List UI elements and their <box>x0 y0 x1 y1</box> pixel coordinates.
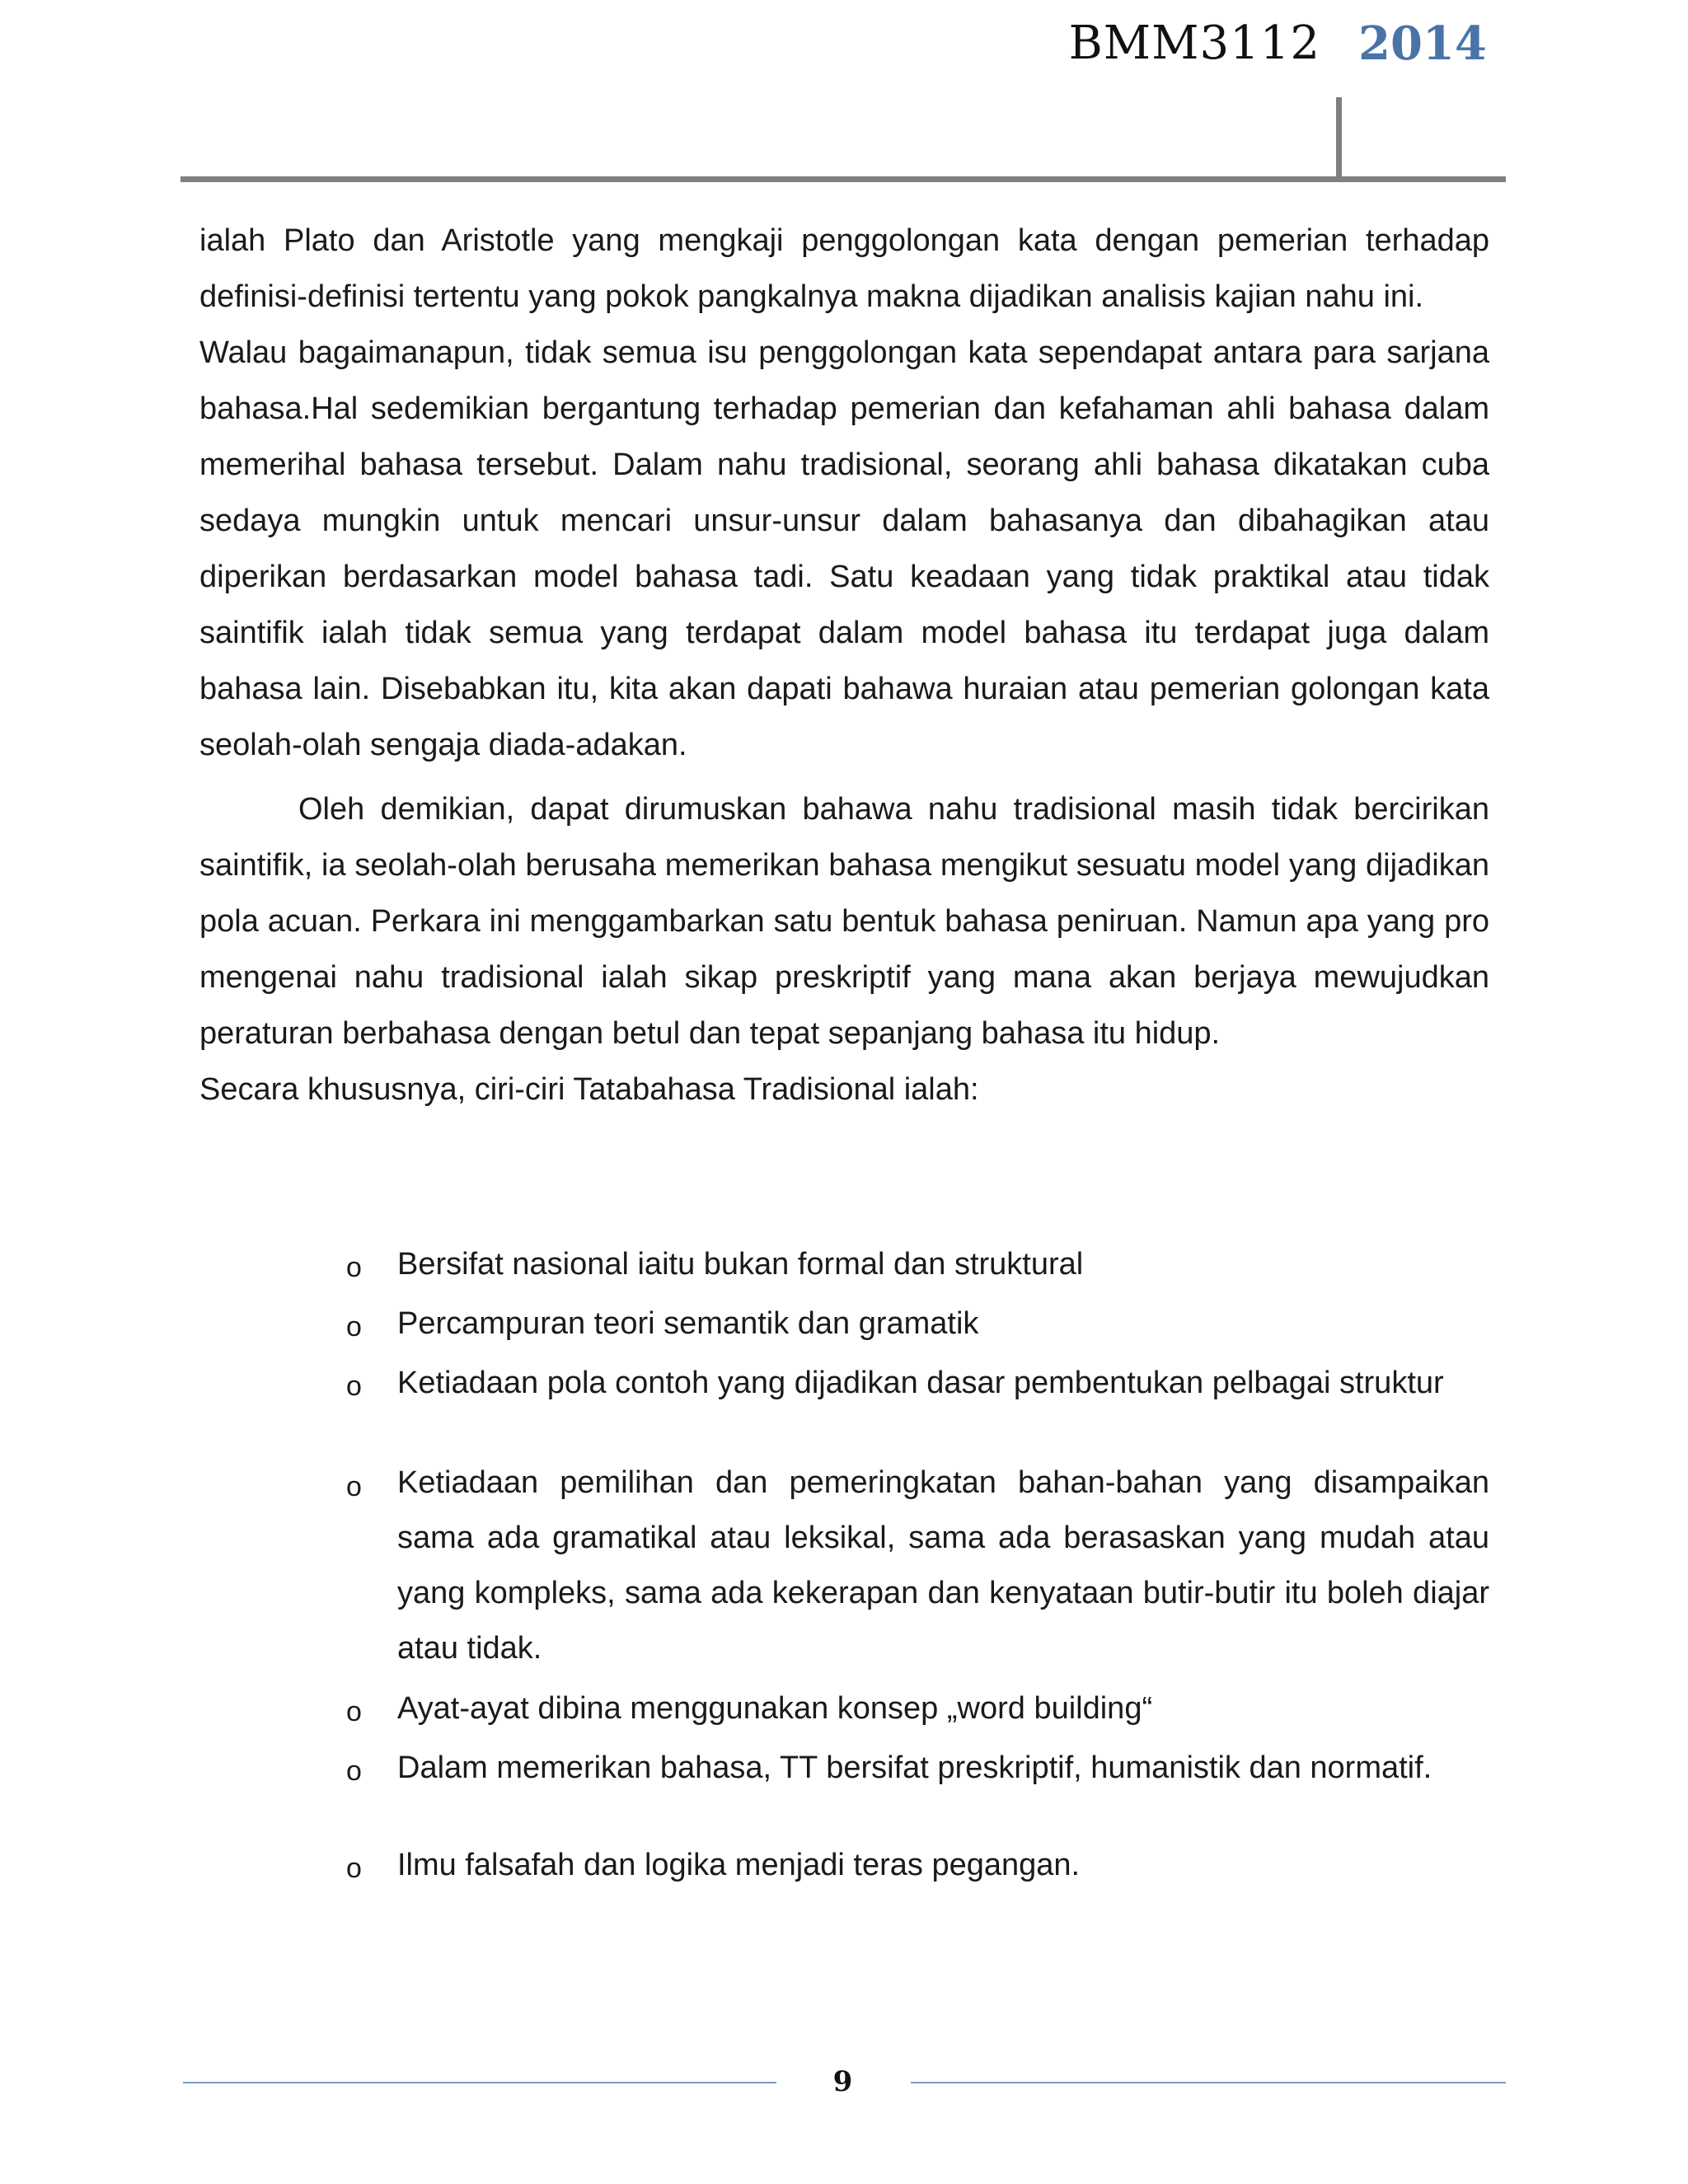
list-item-text: Bersifat nasional iaitu bukan formal dan struktural <box>397 1247 1084 1282</box>
list-item-text: Ketiadaan pola contoh yang dijadikan dasar pembentukan pelbagai struktur <box>397 1366 1444 1400</box>
page-number: 9 <box>832 2065 853 2098</box>
header-year: 2014 <box>1358 16 1487 71</box>
body-text <box>199 213 1489 1118</box>
header-rule <box>181 176 1506 182</box>
list-item-text: Dalam memerikan bahasa, TT bersifat preskriptif, humanistik dan normatif. <box>397 1750 1432 1785</box>
paragraph-2: Walau bagaimanapun, tidak semua isu penggolongan kata sependapat antara para sarjana bahasa.Hal sedemikian bergantung terhadap pemerian dan kefahaman ahli bahasa dalam memerihal bahasa tersebut. Dalam nahu tradisional, seorang ahli bahasa dikatakan cuba sedaya mungkin untuk mencari unsur-unsur dalam bahasanya dan dibahagikan atau diperikan berdasarkan model bahasa tadi. Satu keadaan yang tidak praktikal atau tidak saintifik ialah tidak semua yang terdapat dalam model bahasa itu terdapat juga dalam bahasa lain. Disebabkan itu, kita akan dapati bahawa huraian atau pemerian golongan kata seolah-olah sengaja diada-adakan. <box>199 335 1489 762</box>
bullet-icon: o <box>346 1311 362 1343</box>
bullet-icon: o <box>346 1696 362 1727</box>
paragraph-4: Secara khususnya, ciri-ciri Tatabahasa Tradisional ialah: <box>199 1072 979 1107</box>
paragraph-3: Oleh demikian, dapat dirumuskan bahawa nahu tradisional masih tidak bercirikan saintifik, ia seolah-olah berusaha memerikan bahasa mengikut sesuatu model yang dijadikan pola acuan. Perkara ini menggambarkan satu bentuk bahasa peniruan. Namun apa yang pro mengenai nahu tradisional ialah sikap preskriptif yang mana akan berjaya mewujudkan peraturan berbahasa dengan betul dan tepat sepanjang bahasa itu hidup. <box>199 792 1489 1051</box>
bullet-icon: o <box>346 1471 362 1502</box>
bullet-icon: o <box>346 1853 362 1884</box>
header-course-code: BMM3112 <box>1068 16 1320 70</box>
list-item-text: Ayat-ayat dibina menggunakan konsep „word building“ <box>397 1691 1153 1726</box>
footer-rule-right <box>911 2082 1506 2083</box>
paragraph-1: ialah Plato dan Aristotle yang mengkaji penggolongan kata dengan pemerian terhadap definisi-definisi tertentu yang pokok pangkalnya makna dijadikan analisis kajian nahu ini. <box>199 223 1489 314</box>
header-separator <box>1336 97 1342 180</box>
bullet-icon: o <box>346 1252 362 1283</box>
footer-rule-left <box>183 2082 776 2083</box>
list-item-text: Ilmu falsafah dan logika menjadi teras pegangan. <box>397 1848 1081 1882</box>
list-item-text: Percampuran teori semantik dan gramatik <box>397 1306 979 1341</box>
bullet-icon: o <box>346 1755 362 1787</box>
bullet-icon: o <box>346 1371 362 1402</box>
list-item-text: Ketiadaan pemilihan dan pemeringkatan bahan-bahan yang disampaikan sama ada gramatikal atau leksikal, sama ada berasaskan yang mudah atau yang kompleks, sama ada kekerapan dan kenyataan butir-butir itu boleh diajar atau tidak. <box>397 1465 1489 1666</box>
